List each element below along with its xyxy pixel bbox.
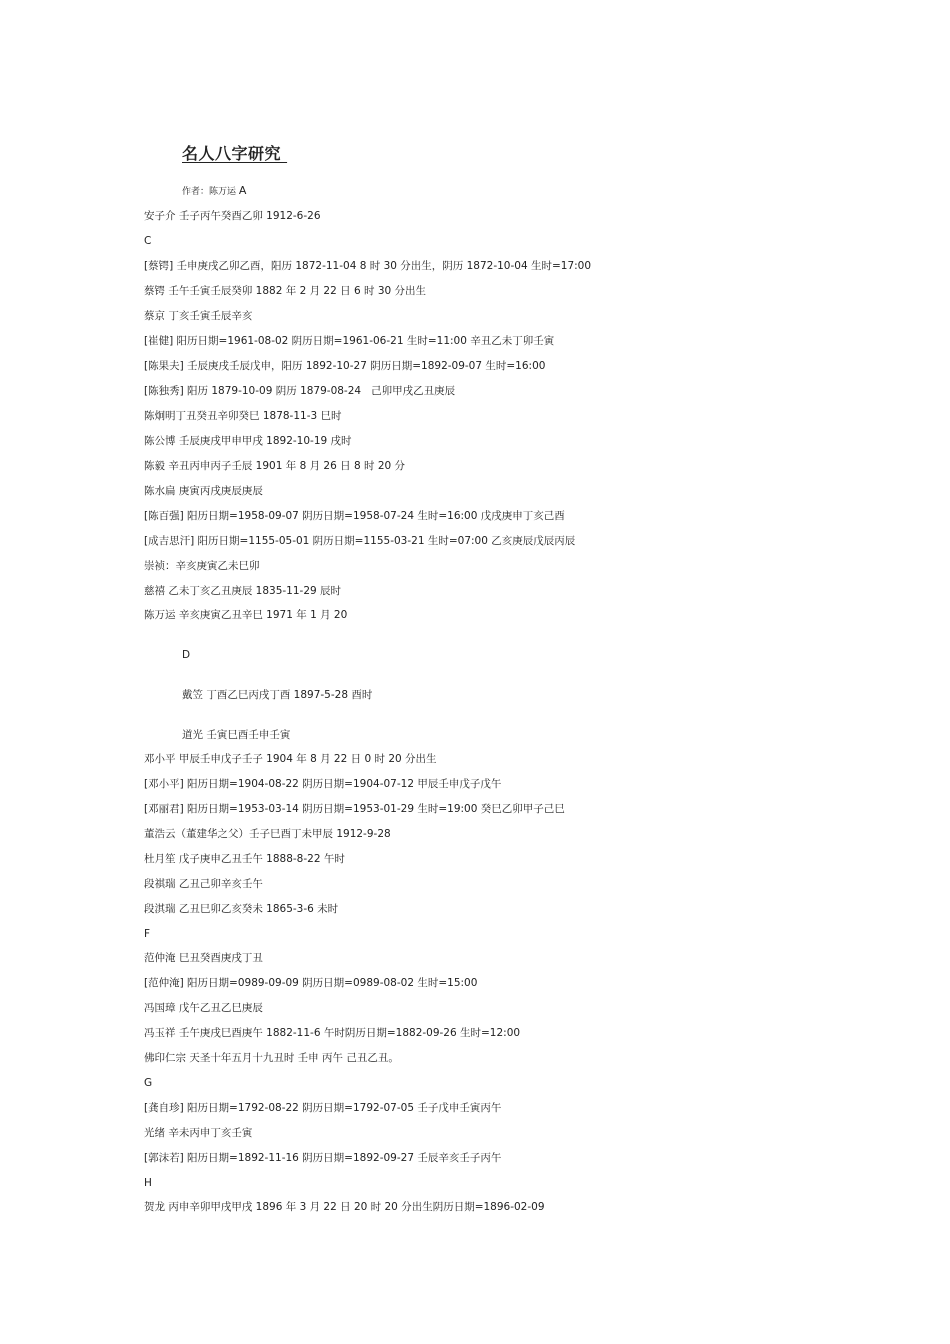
entry-line: 陈公博 壬辰庚戌甲申甲戌 1892-10-19 戌时 <box>144 435 352 447</box>
entry-line: 安子介 壬子丙午癸酉乙卯 1912-6-26 <box>144 210 321 222</box>
entry-line: 蔡京 丁亥壬寅壬辰辛亥 <box>144 310 253 322</box>
entry-line: [龚自珍] 阳历日期=1792-08-22 阴历日期=1792-07-05 壬子戊申壬寅丙午 <box>144 1102 502 1114</box>
entry-line: 杜月笙 戊子庚申乙丑壬午 1888-8-22 午时 <box>144 853 345 865</box>
entry-line: [邓丽君] 阳历日期=1953-03-14 阴历日期=1953-01-29 生时=19:00 癸巳乙卯甲子己巳 <box>144 803 565 815</box>
entry-line: 慈禧 乙未丁亥乙丑庚辰 1835-11-29 辰时 <box>144 585 342 597</box>
section-letter: H <box>144 1177 152 1189</box>
entry-line: 陈炯明丁丑癸丑辛卯癸巳 1878-11-3 巳时 <box>144 410 342 422</box>
entry-line: [邓小平] 阳历日期=1904-08-22 阴历日期=1904-07-12 甲辰壬申戊子戊午 <box>144 778 502 790</box>
section-letter: D <box>182 649 191 661</box>
author-line <box>182 184 246 197</box>
section-letter: G <box>144 1077 153 1089</box>
entry-line: [陈百强] 阳历日期=1958-09-07 阴历日期=1958-07-24 生时=16:00 戊戌庚申丁亥己酉 <box>144 510 565 522</box>
entry-line: [郭沫若] 阳历日期=1892-11-16 阴历日期=1892-09-27 壬辰辛亥壬子丙午 <box>144 1152 502 1164</box>
entry-line: [陈独秀] 阳历 1879-10-09 阴历 1879-08-24 己卯甲戌乙丑庚辰 <box>144 385 456 397</box>
entry-line: 陈水扁 庚寅丙戌庚辰庚辰 <box>144 485 263 497</box>
entry-line: 冯玉祥 壬午庚戌巳酉庚午 1882-11-6 午时阴历日期=1882-09-26 生时=12:00 <box>144 1027 521 1039</box>
entry-line: 陈毅 辛丑丙申丙子壬辰 1901 年 8 月 26 日 8 时 20 分 <box>144 460 406 472</box>
entry-line: [蔡锷] 壬申庚戌乙卯乙酉，阳历 1872-11-04 8 时 30 分出生，阴历 1872-10-04 生时=17:00 <box>144 260 592 272</box>
author-suffix: A <box>238 184 247 197</box>
entry-line: [陈果夫] 壬辰庚戌壬辰戊申，阳历 1892-10-27 阴历日期=1892-09-07 生时=16:00 <box>144 360 546 372</box>
author-label: 作者：陈万运 <box>182 187 239 197</box>
entry-line: 蔡锷 壬午壬寅壬辰癸卯 1882 年 2 月 22 日 6 时 30 分出生 <box>144 285 427 297</box>
document-title: 名人八字研究 <box>182 144 288 163</box>
entry-line: 道光 壬寅巳酉壬申壬寅 <box>182 729 291 741</box>
entry-line: 佛印仁宗 天圣十年五月十九丑时 壬申 丙午 己丑乙丑。 <box>144 1052 399 1064</box>
entry-line: 戴笠 丁酉乙巳丙戌丁酉 1897-5-28 酉时 <box>182 689 373 701</box>
entry-line: [范仲淹] 阳历日期=0989-09-09 阴历日期=0989-08-02 生时=15:00 <box>144 977 478 989</box>
entry-line: 陈万运 辛亥庚寅乙丑辛巳 1971 年 1 月 20 <box>144 609 348 621</box>
section-letter: C <box>144 235 152 247</box>
entry-line: 光绪 辛未丙申丁亥壬寅 <box>144 1127 253 1139</box>
entry-line: [成吉思汗] 阳历日期=1155-05-01 阴历日期=1155-03-21 生时=07:00 乙亥庚辰戊辰丙辰 <box>144 535 576 547</box>
entry-line: [崔健] 阳历日期=1961-08-02 阴历日期=1961-06-21 生时=11:00 辛丑乙未丁卯壬寅 <box>144 335 555 347</box>
entry-line: 崇祯：辛亥庚寅乙未巳卯 <box>144 560 260 572</box>
entry-line: 段淇瑞 乙丑巳卯乙亥癸未 1865-3-6 未时 <box>144 903 339 915</box>
section-letter: F <box>144 928 151 940</box>
entry-line: 邓小平 甲辰壬申戊子壬子 1904 年 8 月 22 日 0 时 20 分出生 <box>144 753 437 765</box>
entry-line: 贺龙 丙申辛卯甲戌甲戌 1896 年 3 月 22 日 20 时 20 分出生阴历日期=1896-02-09 <box>144 1201 545 1213</box>
entry-line: 段祺瑞 乙丑己卯辛亥壬午 <box>144 878 263 890</box>
entry-line: 董浩云（董建华之父）壬子巳酉丁未甲辰 1912-9-28 <box>144 828 391 840</box>
entry-line: 冯国璋 戊午乙丑乙巳庚辰 <box>144 1002 263 1014</box>
entry-line: 范仲淹 巳丑癸酉庚戌丁丑 <box>144 952 263 964</box>
